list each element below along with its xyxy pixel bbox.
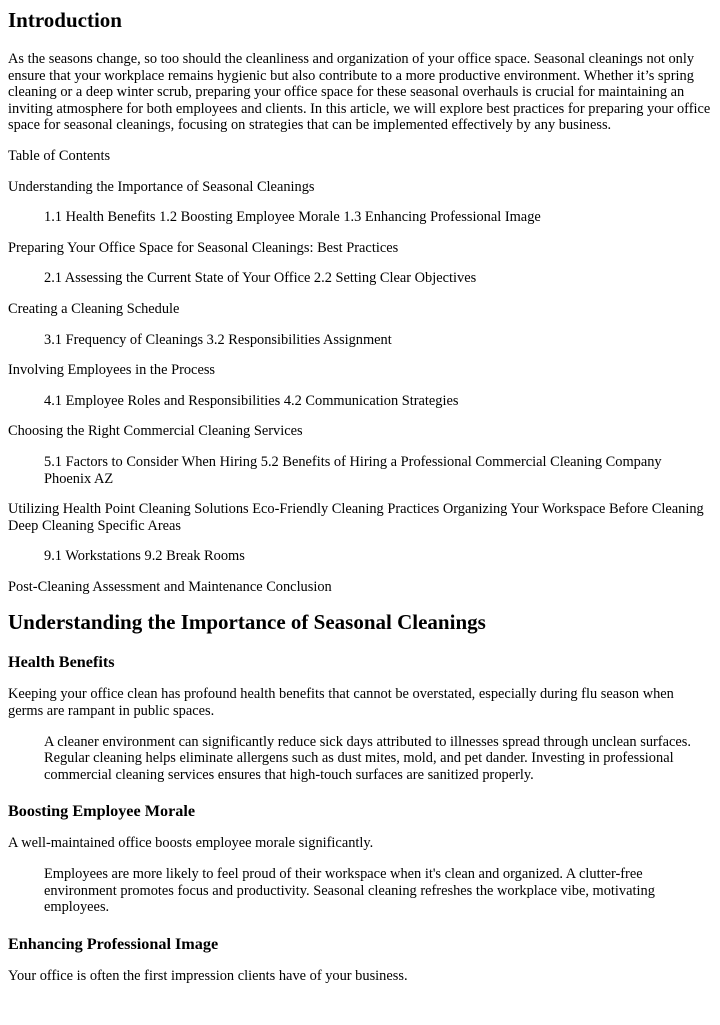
toc-section-1: Understanding the Importance of Seasonal Cleanings — [8, 178, 315, 195]
toc-subsections-1: 1.1 Health Benefits 1.2 Boosting Employee Morale 1.3 Enhancing Professional Image — [44, 209, 541, 226]
toc-subsections-6: 9.1 Workstations 9.2 Break Rooms — [44, 548, 245, 565]
toc-section-5: Choosing the Right Commercial Cleaning Services — [8, 423, 303, 440]
toc-section-6: Utilizing Health Point Cleaning Solutions Eco-Friendly Cleaning Practices Organizing Your Workspace Before Cleaning Deep Cleaning Specific Areas — [8, 501, 704, 534]
morale-lead: A well-maintained office boosts employee morale significantly. — [8, 835, 374, 852]
toc-subsections-3: 3.1 Frequency of Cleanings 3.2 Responsibilities Assignment — [44, 331, 392, 348]
toc-subsections-5: 5.1 Factors to Consider When Hiring 5.2 Benefits of Hiring a Professional Commercial Cleaning Company Phoenix AZ — [44, 453, 662, 487]
subheading-employee-morale: Boosting Employee Morale — [8, 802, 196, 821]
image-lead: Your office is often the first impression clients have of your business. — [8, 967, 408, 984]
subheading-health-benefits: Health Benefits — [8, 653, 115, 672]
toc-subsections-4: 4.1 Employee Roles and Responsibilities 4.2 Communication Strategies — [44, 392, 459, 409]
subheading-professional-image: Enhancing Professional Image — [8, 934, 219, 953]
section-heading-importance: Understanding the Importance of Seasonal Cleanings — [8, 610, 486, 635]
toc-section-3: Creating a Cleaning Schedule — [8, 300, 180, 317]
toc-subsections-2: 2.1 Assessing the Current State of Your Office 2.2 Setting Clear Objectives — [44, 270, 477, 287]
article — [0, 8, 720, 984]
toc-title: Table of Contents — [8, 147, 111, 164]
morale-quote: Employees are more likely to feel proud of their workspace when it's clean and organized. A clutter-free environment promotes focus and productivity. Seasonal cleaning refreshes the workplace vibe, motivating employees. — [44, 866, 655, 916]
intro-heading: Introduction — [8, 8, 122, 32]
health-lead: Keeping your office clean has profound health benefits that cannot be overstated, especially during flu season when germs are rampant in public spaces. — [8, 686, 674, 720]
health-quote: A cleaner environment can significantly reduce sick days attributed to illnesses spread through unclean surfaces. Regular cleaning helps eliminate allergens such as dust mites, mold, and pet dander. Investing in professional commercial cleaning services ensures that high-touch surfaces are sanitized properly. — [44, 733, 691, 783]
intro-paragraph: As the seasons change, so too should the cleanliness and organization of your office space. Seasonal cleanings not only ensure that your workplace remains hygienic but also contribute to a more productive environment. Whether it’s spring cleaning or a deep winter scrub, preparing your office space for these seasonal overhauls is crucial for maintaining an inviting atmosphere for both employees and clients. In this article, we will explore best practices for preparing your office space for seasonal cleanings, focusing on strategies that can be implemented effectively by any business. — [8, 51, 711, 134]
toc-closing: Post-Cleaning Assessment and Maintenance Conclusion — [8, 578, 332, 595]
toc-section-4: Involving Employees in the Process — [8, 362, 216, 379]
toc-section-2: Preparing Your Office Space for Seasonal Cleanings: Best Practices — [8, 239, 399, 256]
